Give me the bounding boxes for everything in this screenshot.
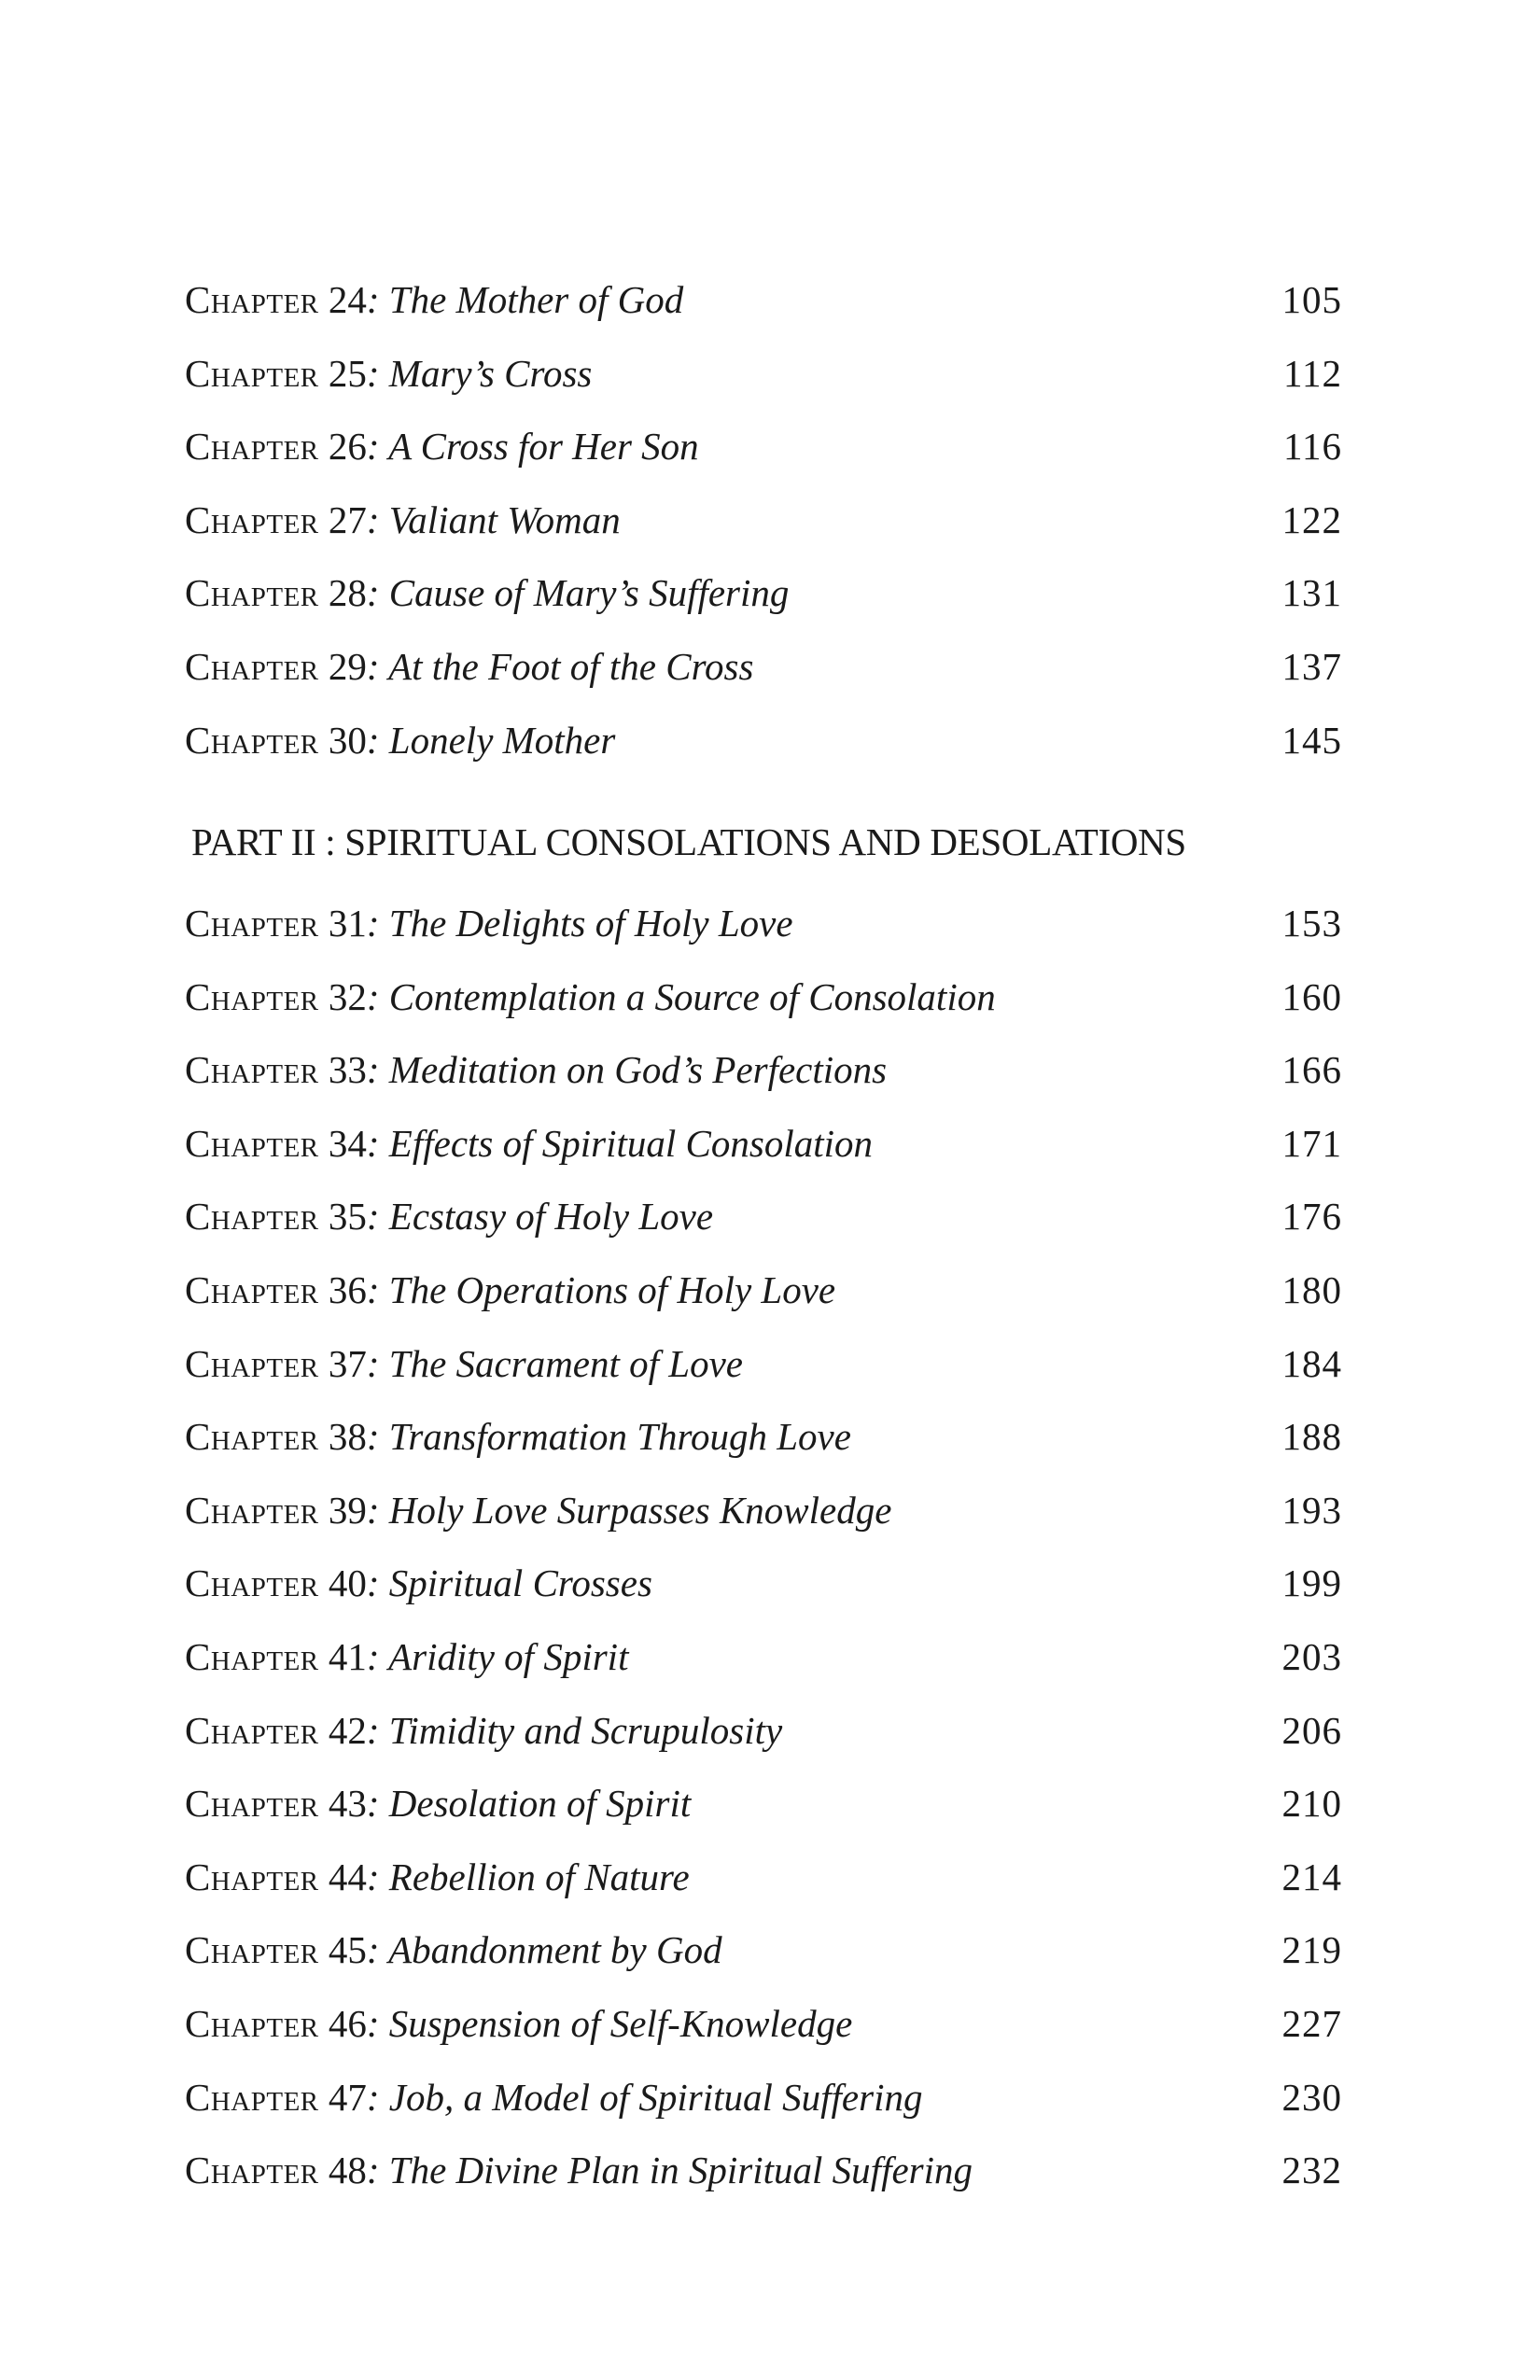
page-number: 214 [1281,1855,1342,1898]
chapter-title: Spiritual Crosses [388,1561,652,1605]
chapter-title: Holy Love Surpasses Knowledge [388,1488,892,1532]
chapter-label: Chapter [185,1634,319,1678]
toc-entry [185,887,1342,960]
toc-entry [185,1400,1342,1474]
toc-entry [185,2134,1342,2207]
toc-list-part-two [185,887,1342,2207]
chapter-separator: : [366,1341,389,1385]
chapter-title: At the Foot of the Cross [388,644,754,688]
page-number: 145 [1281,718,1342,762]
chapter-number: 24 [328,278,367,321]
chapter-number: 41 [328,1634,367,1678]
toc-entry [185,483,1342,557]
page-number: 184 [1281,1341,1342,1385]
toc-entry [185,960,1342,1034]
toc-entry [185,556,1342,630]
toc-entry [185,1180,1342,1253]
toc-entry [185,1474,1342,1547]
page-number: 206 [1281,1708,1342,1752]
chapter-title: Suspension of Self-Knowledge [388,2001,853,2045]
toc-entry [185,1107,1342,1181]
chapter-separator: : [366,1561,389,1605]
chapter-separator: : [366,1928,389,1972]
chapter-number: 35 [328,1195,367,1239]
chapter-number: 46 [328,2001,367,2045]
page-number: 199 [1281,1561,1342,1605]
chapter-label: Chapter [185,644,319,688]
page-number: 137 [1281,644,1342,688]
chapter-title: Transformation Through Love [388,1415,851,1459]
chapter-separator: : [366,1415,389,1459]
chapter-label: Chapter [185,974,319,1018]
page-number: 230 [1281,2075,1342,2119]
chapter-label: Chapter [185,2075,319,2119]
page-number: 160 [1281,974,1342,1018]
chapter-title: Valiant Woman [388,497,621,541]
toc-entry [185,1327,1342,1401]
chapter-number: 25 [328,351,367,395]
chapter-label: Chapter [185,278,319,321]
chapter-number: 39 [328,1488,367,1532]
chapter-separator: : [366,974,389,1018]
chapter-number: 32 [328,974,367,1018]
toc-entry [185,2061,1342,2135]
chapter-separator: : [366,1121,389,1165]
toc-entry-text [185,887,793,960]
toc-entry-text [185,1620,628,1694]
toc-entry-text [185,1474,891,1547]
chapter-number: 34 [328,1121,367,1165]
chapter-number: 27 [328,497,367,541]
chapter-title: Effects of Spiritual Consolation [388,1121,874,1165]
chapter-label: Chapter [185,1415,319,1459]
chapter-separator: : [366,1488,389,1532]
chapter-separator: : [366,1048,389,1092]
chapter-separator: : [366,497,389,541]
chapter-number: 31 [328,902,367,945]
chapter-separator: : [366,718,389,762]
chapter-number: 30 [328,718,367,762]
chapter-title: The Mother of God [388,278,684,321]
toc-entry-text [185,1841,690,1914]
chapter-number: 33 [328,1048,367,1092]
page-number: 203 [1281,1634,1342,1678]
page-number: 112 [1283,351,1342,395]
toc-entry-text [185,2061,922,2135]
toc-entry-text [185,1033,887,1107]
toc-entry-text [185,1767,691,1841]
chapter-title: Lonely Mother [388,718,616,762]
toc-entry [185,337,1342,411]
page-number: 171 [1281,1121,1342,1165]
chapter-label: Chapter [185,497,319,541]
chapter-title: Mary’s Cross [388,351,593,395]
toc-entry-text [185,337,592,411]
chapter-title: Cause of Mary’s Suffering [388,571,790,615]
chapter-label: Chapter [185,718,319,762]
chapter-title: Aridity of Spirit [388,1634,629,1678]
chapter-label: Chapter [185,1341,319,1385]
toc-entry [185,1841,1342,1914]
page-number: 176 [1281,1195,1342,1239]
chapter-title: The Sacrament of Love [388,1341,743,1385]
chapter-separator: : [366,1634,389,1678]
chapter-number: 36 [328,1267,367,1311]
chapter-number: 37 [328,1341,367,1385]
chapter-separator: : [366,2149,389,2192]
chapter-title: The Divine Plan in Spiritual Suffering [388,2149,973,2192]
chapter-number: 42 [328,1708,367,1752]
toc-entry [185,263,1342,337]
chapter-separator: : [366,1708,389,1752]
page-number: 122 [1281,497,1342,541]
chapter-label: Chapter [185,1782,319,1826]
chapter-number: 43 [328,1782,367,1826]
chapter-number: 47 [328,2075,367,2119]
chapter-separator: : [366,571,389,615]
chapter-separator: : [366,2001,389,2045]
toc-entry-text [185,263,683,337]
chapter-label: Chapter [185,1928,319,1972]
chapter-title: Meditation on God’s Perfections [388,1048,888,1092]
chapter-label: Chapter [185,1195,319,1239]
page-number: 210 [1281,1782,1342,1826]
chapter-label: Chapter [185,1561,319,1605]
toc-entry-text [185,1400,851,1474]
chapter-separator: : [366,1855,389,1898]
chapter-number: 28 [328,571,367,615]
chapter-separator: : [366,1267,389,1311]
chapter-separator: : [366,425,389,469]
toc-entry-text [185,556,789,630]
toc-entry-text [185,483,621,557]
chapter-label: Chapter [185,351,319,395]
chapter-separator: : [366,1195,389,1239]
chapter-label: Chapter [185,1048,319,1092]
toc-entry [185,630,1342,704]
toc-entry-text [185,2134,973,2207]
page-number: 153 [1281,902,1342,945]
chapter-number: 29 [328,644,367,688]
toc-entry-text [185,1253,835,1327]
chapter-title: Abandonment by God [388,1928,722,1972]
chapter-number: 26 [328,425,367,469]
toc-entry [185,1033,1342,1107]
toc-entry [185,1547,1342,1620]
chapter-label: Chapter [185,1121,319,1165]
chapter-title: Job, a Model of Spiritual Suffering [388,2075,923,2119]
part-heading: PART II : SPIRITUAL CONSOLATIONS AND DESOLATIONS [191,820,1186,863]
chapter-label: Chapter [185,1267,319,1311]
chapter-label: Chapter [185,571,319,615]
toc-entry-text [185,1987,852,2061]
page-number: 180 [1281,1267,1342,1311]
toc-entry [185,1767,1342,1841]
page-number: 166 [1281,1048,1342,1092]
toc-entry [185,1253,1342,1327]
page-number: 193 [1281,1488,1342,1532]
chapter-number: 48 [328,2149,367,2192]
page-number: 116 [1283,425,1342,469]
toc-entry-text [185,1694,782,1768]
chapter-number: 45 [328,1928,367,1972]
page-number: 188 [1281,1415,1342,1459]
chapter-label: Chapter [185,902,319,945]
toc-entry-text [185,704,615,777]
chapter-label: Chapter [185,1708,319,1752]
toc-entry-text [185,1327,743,1401]
toc-entry-text [185,960,996,1034]
chapter-title: Timidity and Scrupulosity [388,1708,783,1752]
toc-list-part-one [185,263,1342,777]
page-number: 131 [1281,571,1342,615]
toc-entry-text [185,1180,713,1253]
toc-entry [185,1620,1342,1694]
chapter-separator: : [366,644,389,688]
toc-entry [185,410,1342,483]
chapter-separator: : [366,1782,389,1826]
chapter-label: Chapter [185,2149,319,2192]
toc-entry-text [185,630,753,704]
page-number: 105 [1281,278,1342,321]
toc-entry-text [185,1547,652,1620]
chapter-title: Contemplation a Source of Consolation [388,974,996,1018]
toc-entry [185,704,1342,777]
page-number: 227 [1281,2001,1342,2045]
chapter-label: Chapter [185,1488,319,1532]
chapter-number: 40 [328,1561,367,1605]
chapter-title: Desolation of Spirit [388,1782,692,1826]
chapter-separator: : [366,2075,389,2119]
chapter-separator: : [366,278,389,321]
chapter-title: The Operations of Holy Love [388,1267,836,1311]
page-number: 232 [1281,2149,1342,2192]
chapter-title: The Delights of Holy Love [388,902,793,945]
toc-entry [185,1987,1342,2061]
chapter-separator: : [366,351,389,395]
toc-entry-text [185,1913,722,1987]
toc-entry-text [185,1107,873,1181]
page-number: 219 [1281,1928,1342,1972]
chapter-label: Chapter [185,425,319,469]
chapter-number: 38 [328,1415,367,1459]
toc-entry [185,1913,1342,1987]
chapter-title: Rebellion of Nature [388,1855,690,1898]
toc-entry-text [185,410,699,483]
chapter-number: 44 [328,1855,367,1898]
chapter-title: Ecstasy of Holy Love [388,1195,714,1239]
toc-entry [185,1694,1342,1768]
chapter-label: Chapter [185,1855,319,1898]
chapter-separator: : [366,902,389,945]
chapter-label: Chapter [185,2001,319,2045]
chapter-title: A Cross for Her Son [388,425,699,469]
